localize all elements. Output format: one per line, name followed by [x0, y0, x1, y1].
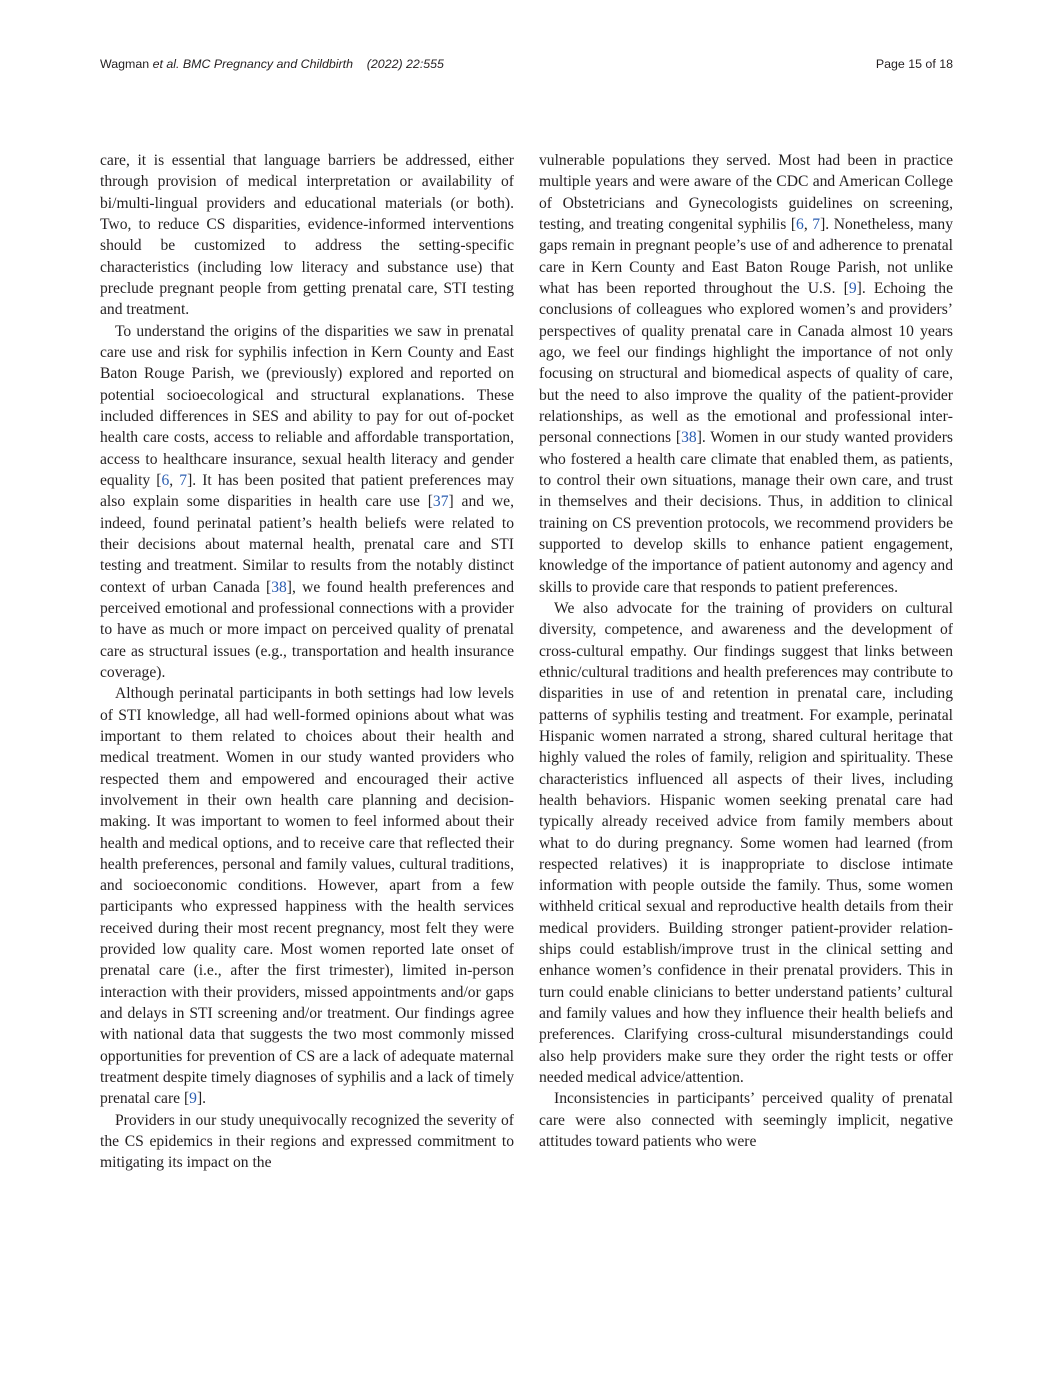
paragraph-text: We also advocate for the training of providers on cultural diversity, competence, and awareness and the development of cross-cultural empathy. Our findings suggest that links between ethnic/cultural traditions and health preferences may contribute to disparities in use of and retention in prenatal care, including patterns of syphilis testing and treatment. For example, perinatal Hispanic women narrated a strong, shared cultural heritage that highly valued the roles of family, religion and spirituality. These characteristics influenced all aspects of their lives, including health behaviors. Hispanic women seeking prenatal care had typically already received advice from family members about what to do during pregnancy. Some women had learned (from respected relatives) it is inappropriate to disclose intimate information with people outside the family. Thus, some women withheld critical sexual and reproductive health details from their medical providers. Building stronger patient-provider relationships could establish/improve trust in the clinical setting and enhance women’s confidence in their prenatal providers. This in turn could enable clinicians to better understand patients’ cultural and family values and how they influence their health beliefs and preferences. Clarifying cross-cultural misunderstandings could also help providers make sure they order the right tests or offer needed medical advice/attention. [539, 599, 953, 1087]
paragraph-text: ]. It has been posited that patient preferences may also explain some disparities in health care use [ [100, 471, 514, 511]
citation-link[interactable]: 9 [189, 1090, 197, 1108]
paragraph [539, 1088, 953, 1152]
volume-info: (2022) 22:555 [366, 57, 444, 71]
paragraph-text: ]. Echoing the conclusions of colleagues who explored women’s and providers’ perspectives of quality prenatal care in Canada almost 10 years ago, we feel our findings highlight the importance of not only focusing on structural and biomedical aspects of quality of care, but the need to also improve the quality of the patient-provider relationships, as well as the emotional and professional interpersonal connections [ [539, 279, 953, 447]
paragraph-text: Providers in our study unequivocally recognized the severity of the CS epidemics in their regions and expressed commitment to mitigating its impact on the [100, 1111, 514, 1172]
citation-link[interactable]: 6 [161, 471, 170, 489]
paragraph-text: Inconsistencies in participants’ perceived quality of prenatal care were also connected with seemingly implicit, negative attitudes toward patients who were [539, 1090, 953, 1151]
citation-link[interactable]: 7 [812, 215, 821, 233]
paragraph-text: ]. Women in our study wanted providers who fostered a health care climate that enabled them, as patients, to control their own situations, manage their own care, and trust in themselves and their decisions. Thus, in addition to clinical training on CS prevention protocols, we recommend providers be supported to develop skills to enhance patient engagement, knowledge of the importance of patient autonomy and agency and skills to provide care that responds to patient preferences. [539, 429, 953, 596]
paragraph [100, 321, 514, 684]
paragraph-text: ]. Nonetheless, many gaps remain in pregnant people’s use of and adherence to prenatal care in Kern County and East Baton Rouge Parish, not unlike what has been reported throughout the U.S. [ [539, 215, 954, 297]
left-column [100, 150, 514, 1174]
paragraph-text: ] and we, indeed, found perinatal patient’s health beliefs were related to their decisions about maternal health, prenatal care and STI testing and treatment. Similar to results from the notably distinct context of urban Canada [ [100, 493, 514, 596]
journal-name: et al. BMC Pregnancy and Childbirth [152, 57, 353, 71]
paragraph-text: , [803, 215, 813, 233]
paragraph-text: ]. [196, 1090, 207, 1108]
author-name: Wagman [100, 57, 153, 71]
paragraph [539, 150, 953, 598]
paragraph [100, 150, 514, 321]
paragraph-text: care, it is essential that language barriers be addressed, either through provision of medical interpretation or availability of bi/multi-lingual providers and educational materials (or both). Two, to reduce CS disparities, evidence-informed interventions should be customized to address the setting-specific characteristics (including low literacy and substance use) that preclude pregnant people from getting prenatal care, STI testing and treatment. [100, 152, 514, 319]
paragraph-text: Although perinatal participants in both settings had low levels of STI knowledge, all had well-formed opinions about what was important to them related to choices about their health and medical treatment. Women in our study wanted providers who respected them and empowered and encouraged their active involvement in their own health care planning and decision-making. It was important to women to feel informed about their health and medical options, and to receive care that reflected their health preferences, personal and family values, cultural traditions, and socioeconomic conditions. However, apart from a few participants who expressed happiness with the health services received during their most recent pregnancy, most felt they were provided low quality care. Most women reported late onset of prenatal care (i.e., after the first trimester), limited in-person interaction with their providers, missed appointments and/or gaps and delays in STI screening and/or treatment. Our findings agree with national data that suggests the two most commonly missed opportunities for prevention of CS are a lack of adequate maternal treatment despite timely diagnoses of syphilis and a lack of timely prenatal care [ [100, 685, 514, 1108]
journal-citation [100, 57, 444, 71]
paragraph-text: , [169, 471, 180, 489]
citation-link[interactable]: 6 [796, 215, 804, 233]
paragraph-text: vulnerable populations they served. Most had been in practice multiple years and were aware of the CDC and American College of Obstetricians and Gynecologists guidelines on screening, testing, and treating congenital syphilis [ [539, 152, 953, 233]
right-column [539, 150, 953, 1152]
citation-link[interactable]: 37 [432, 493, 449, 511]
citation-link[interactable]: 7 [179, 471, 188, 489]
page-number: Page 15 of 18 [875, 57, 953, 71]
paragraph-text: ], we found health preferences and perceived emotional and professional connections with a provider to have as much or more impact on perceived quality of prenatal care as structural issues (e.g., transportation and health insurance coverage). [100, 578, 514, 681]
paragraph [539, 598, 953, 1089]
citation-link[interactable]: 38 [271, 578, 287, 596]
paragraph [100, 683, 514, 1110]
running-header [100, 57, 953, 75]
citation-link[interactable]: 38 [681, 429, 697, 447]
citation-link[interactable]: 9 [848, 279, 857, 297]
paragraph [100, 1110, 514, 1174]
paragraph-text: To understand the origins of the disparities we saw in prenatal care use and risk for syphilis infection in Kern County and East Baton Rouge Parish, we (previously) explored and reported on potential socioecological and structural explanations. These included differences in SES and ability to pay for out of-pocket health care costs, access to reliable and affordable transportation, access to healthcare insurance, sexual health literacy and gender equality [ [100, 322, 514, 489]
